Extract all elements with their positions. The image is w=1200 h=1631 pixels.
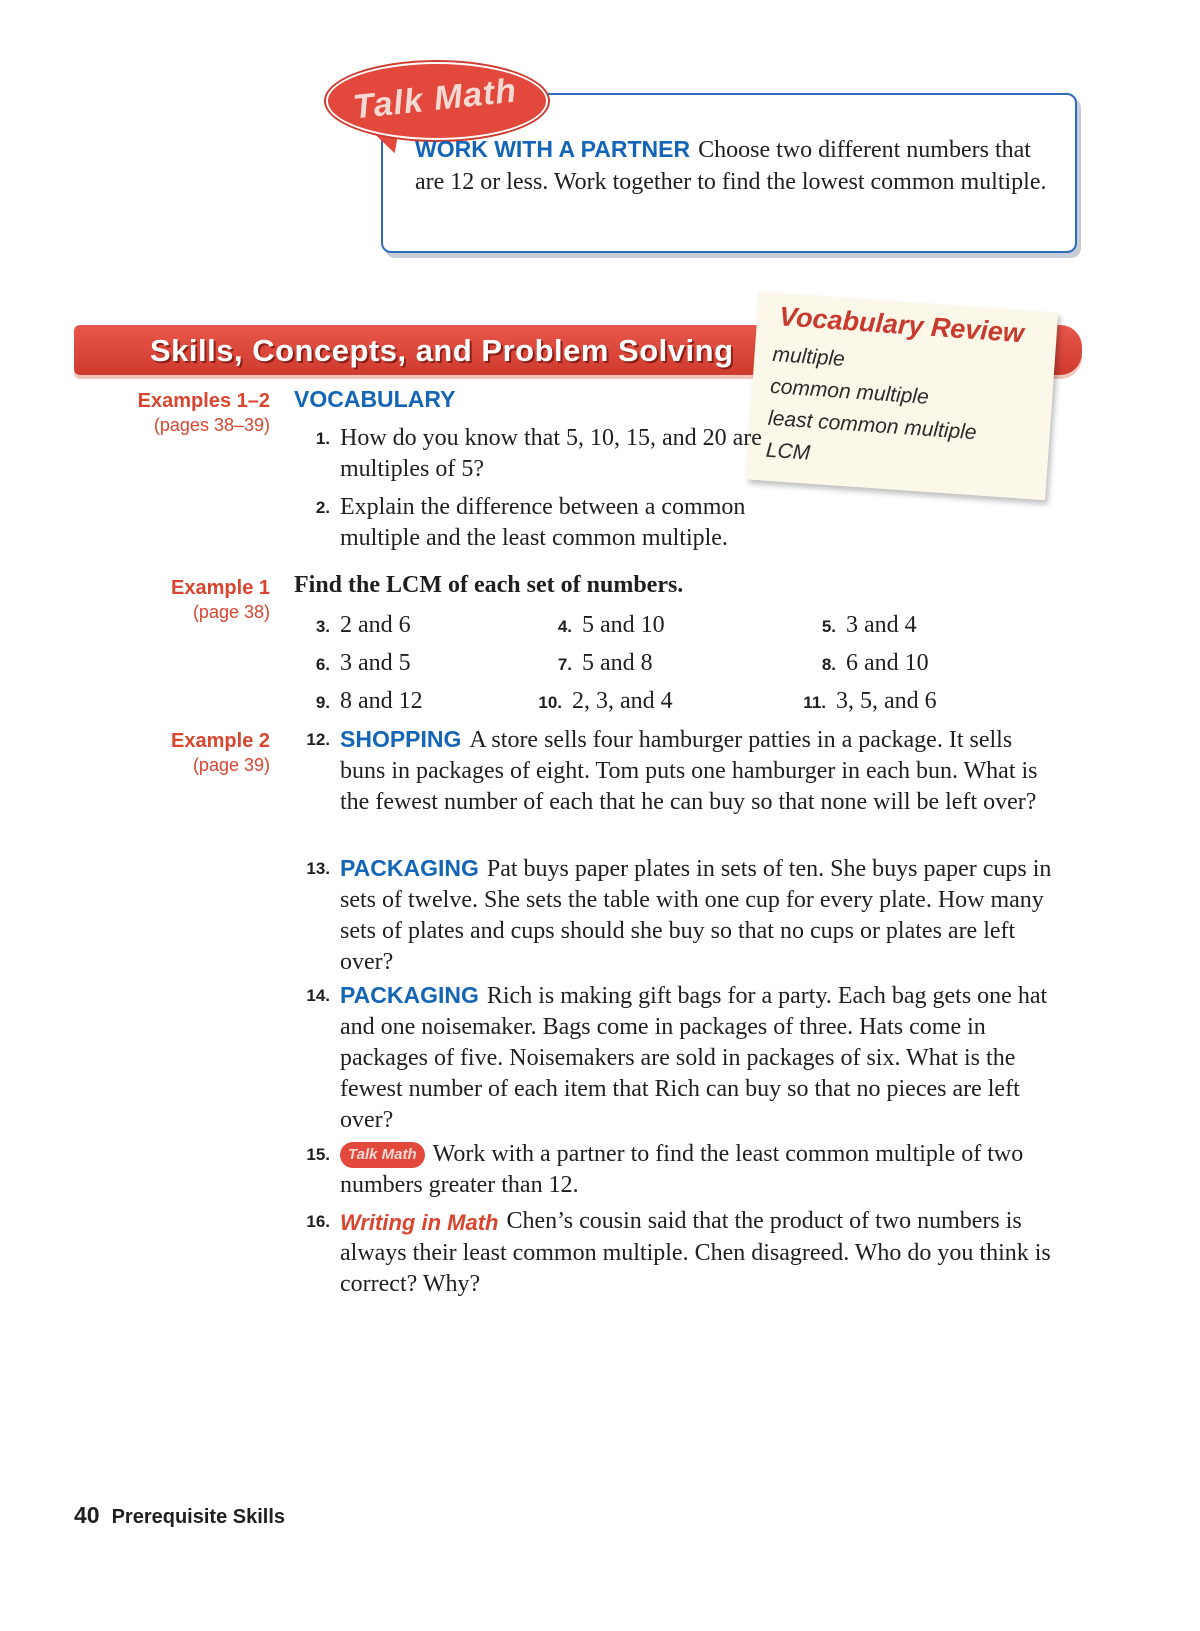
problem-keyword: PACKAGING (340, 855, 479, 881)
reference-label: Example 1 (171, 577, 270, 599)
problem-keyword: PACKAGING (340, 982, 479, 1008)
problem-12 (294, 724, 1054, 818)
example-reference (171, 729, 270, 777)
problem-2 (294, 492, 784, 554)
problem-text: Chen’s cousin said that the product of two numbers is always their least common multiple. Chen disagreed. Who do you think is correct? Why? (340, 1208, 1051, 1297)
talk-math-text: Choose two different numbers that are 12 or less. Work together to find the lowest common multiple. (415, 137, 1047, 195)
problem-13 (294, 853, 1054, 978)
reference-label: Examples 1–2 (137, 390, 270, 412)
talk-math-text-block (415, 133, 1055, 198)
problem-number: 15. (306, 1145, 330, 1164)
lcm-item (294, 648, 411, 680)
reference-pages: (page 38) (192, 602, 270, 622)
problem-number: 1. (315, 429, 330, 448)
lcm-item (294, 686, 423, 718)
problem-text: 2, 3, and 4 (572, 688, 673, 714)
lcm-item (526, 686, 673, 718)
problem-number: 3. (315, 617, 330, 636)
problem-text: 5 and 10 (582, 612, 665, 638)
section-title: Skills, Concepts, and Problem Solving (150, 333, 734, 368)
lcm-item (790, 686, 937, 718)
lcm-instruction: Find the LCM of each set of numbers. (294, 572, 684, 598)
lcm-item (800, 648, 929, 680)
problem-15 (294, 1139, 1054, 1201)
problem-number: 7. (557, 655, 572, 674)
vocabulary-review-note (746, 292, 1058, 500)
problem-text: 3 and 4 (846, 612, 917, 638)
problem-number: 2. (315, 498, 330, 517)
problem-number: 13. (306, 859, 330, 878)
writing-in-math-icon: Writing in Math (340, 1209, 499, 1235)
problem-number: 11. (803, 693, 826, 712)
problem-number: 5. (821, 617, 836, 636)
problem-number: 8. (821, 655, 836, 674)
reference-pages: (pages 38–39) (153, 415, 270, 435)
reference-pages: (page 39) (192, 755, 270, 775)
page-footer (74, 1502, 285, 1529)
vocab-item: common multiple (769, 374, 930, 409)
example-reference (171, 576, 270, 624)
footer-title: Prerequisite Skills (111, 1506, 286, 1528)
problem-text: A store sells four hamburger patties in a package. It sells buns in packages of eight. Tom puts one hamburger in each bun. What is the fewest number of each that he can buy so that none will be left over? (340, 727, 1038, 815)
vocabulary-review-title: Vocabulary Review (778, 301, 1025, 349)
problem-text: 6 and 10 (846, 650, 929, 676)
problem-number: 10. (538, 693, 562, 712)
problem-14 (294, 980, 1074, 1136)
problem-number: 6. (315, 655, 330, 674)
lcm-item (294, 610, 411, 642)
problem-number: 4. (557, 617, 572, 636)
vocab-item: least common multiple (767, 406, 978, 445)
lcm-item (536, 610, 665, 642)
problem-text: Pat buys paper plates in sets of ten. She buys paper cups in sets of twelve. She sets the table with one cup for every plate. How many sets of plates and cups should she buy so that no cups or plates are left over? (340, 856, 1052, 975)
problem-1 (294, 423, 764, 485)
talk-math-lead: WORK WITH A PARTNER (415, 136, 691, 162)
problem-text: Work with a partner to find the least common multiple of two numbers greater than 12. (340, 1141, 1024, 1198)
vocabulary-heading: VOCABULARY (294, 386, 456, 412)
talk-math-badge-label: Talk Math (351, 71, 519, 127)
vocab-item: multiple (771, 342, 846, 371)
problem-text: 8 and 12 (340, 688, 423, 714)
problem-number: 9. (315, 693, 330, 712)
problem-number: 14. (306, 986, 330, 1005)
problem-text: 3 and 5 (340, 650, 411, 676)
example-reference (138, 389, 270, 437)
problem-text: 3, 5, and 6 (836, 688, 937, 714)
reference-label: Example 2 (171, 730, 270, 752)
talk-math-icon: Talk Math (340, 1142, 425, 1168)
problem-text: Explain the difference between a common multiple and the least common multiple. (340, 494, 746, 551)
vocab-item: LCM (765, 438, 811, 465)
page-number: 40 (74, 1502, 100, 1528)
problem-16 (294, 1206, 1054, 1300)
problem-number: 12. (306, 730, 330, 749)
problem-keyword: SHOPPING (340, 726, 462, 752)
lcm-item (536, 648, 653, 680)
problem-text: 5 and 8 (582, 650, 653, 676)
problem-text: Rich is making gift bags for a party. Each bag gets one hat and one noisemaker. Bags come in packages of three. Hats come in packages of five. Noisemakers are sold in packages of six. What is the fewest number of each item that Rich can buy so that no pieces are left over? (340, 983, 1048, 1133)
problem-number: 16. (306, 1212, 330, 1231)
problem-text: How do you know that 5, 10, 15, and 20 are multiples of 5? (340, 425, 762, 482)
lcm-item (800, 610, 917, 642)
problem-text: 2 and 6 (340, 612, 411, 638)
